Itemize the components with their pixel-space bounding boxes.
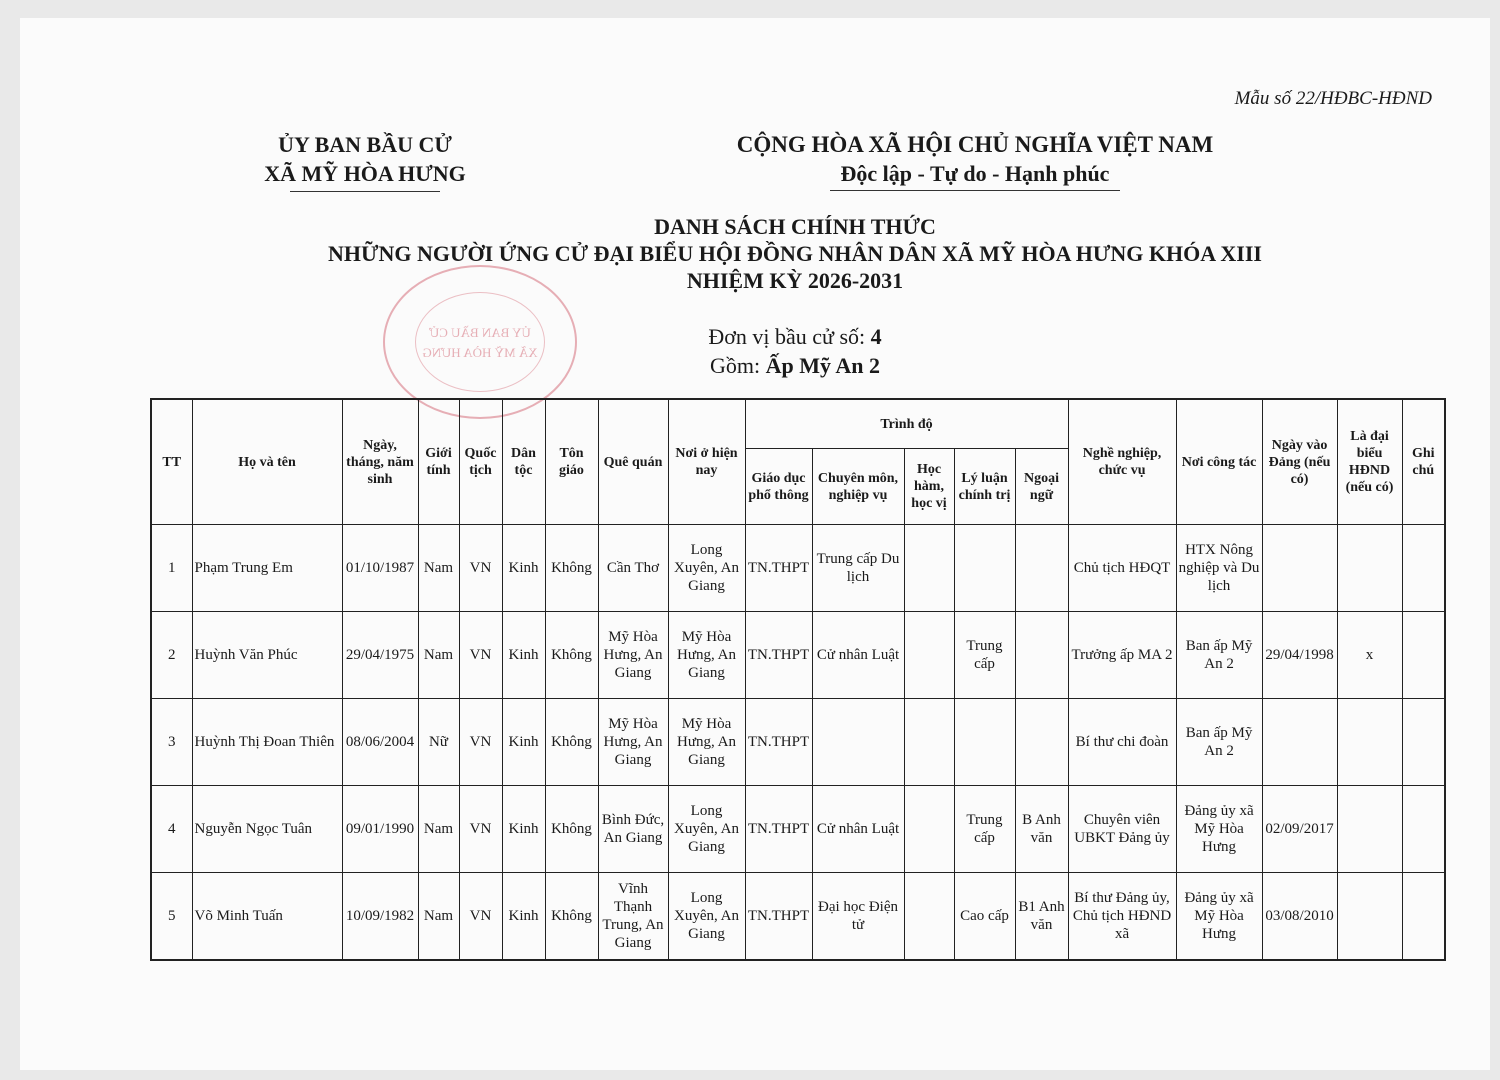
header-general-edu: Giáo dục phổ thông [745, 449, 812, 525]
cell-general-edu: TN.THPT [745, 873, 812, 961]
includes-label: Gồm: [710, 353, 761, 378]
cell-workplace: Đảng ủy xã Mỹ Hòa Hưng [1176, 786, 1262, 873]
header-ethnicity: Dân tộc [502, 399, 545, 525]
cell-dob: 29/04/1975 [342, 612, 418, 699]
cell-hometown: Mỹ Hòa Hưng, An Giang [598, 612, 668, 699]
unit-label: Đơn vị bầu cử số: [708, 324, 866, 349]
cell-note [1402, 786, 1445, 873]
national-motto [705, 130, 1245, 191]
cell-party-date [1262, 699, 1337, 786]
candidate-rows [151, 525, 1445, 961]
cell-dob: 08/06/2004 [342, 699, 418, 786]
header-note: Ghi chú [1402, 399, 1445, 525]
document-title [200, 213, 1390, 294]
cell-general-edu: TN.THPT [745, 612, 812, 699]
cell-religion: Không [545, 786, 598, 873]
cell-specialty: Cử nhân Luật [812, 612, 904, 699]
cell-gender: Nam [418, 612, 459, 699]
cell-workplace: Ban ấp Mỹ An 2 [1176, 612, 1262, 699]
cell-dob: 01/10/1987 [342, 525, 418, 612]
cell-religion: Không [545, 612, 598, 699]
header-residence: Nơi ở hiện nay [668, 399, 745, 525]
cell-degree [904, 612, 954, 699]
cell-gender: Nữ [418, 699, 459, 786]
cell-specialty: Cử nhân Luật [812, 786, 904, 873]
cell-name: Phạm Trung Em [192, 525, 342, 612]
unit-number: 4 [870, 324, 882, 349]
cell-ethnicity: Kinh [502, 873, 545, 961]
country-name: CỘNG HÒA XÃ HỘI CHỦ NGHĨA VIỆT NAM [736, 132, 1214, 157]
table-row [151, 525, 1445, 612]
unit-includes-line [600, 351, 990, 380]
header-nationality: Quốc tịch [459, 399, 502, 525]
cell-party-date [1262, 525, 1337, 612]
header-occupation: Nghề nghiệp, chức vụ [1068, 399, 1176, 525]
cell-degree [904, 786, 954, 873]
authority-line1: ỦY BAN BẦU CỬ [278, 132, 452, 157]
header-dob: Ngày, tháng, năm sinh [342, 399, 418, 525]
cell-is-delegate [1337, 786, 1402, 873]
cell-note [1402, 525, 1445, 612]
cell-residence: Long Xuyên, An Giang [668, 873, 745, 961]
cell-workplace: Đảng ủy xã Mỹ Hòa Hưng [1176, 873, 1262, 961]
authority-line2: XÃ MỸ HÒA HƯNG [264, 161, 466, 186]
form-number: Mẫu số 22/HĐBC-HĐND [1234, 88, 1432, 109]
cell-gender: Nam [418, 786, 459, 873]
motto: Độc lập - Tự do - Hạnh phúc [840, 161, 1110, 186]
cell-hometown: Vĩnh Thạnh Trung, An Giang [598, 873, 668, 961]
table-row [151, 786, 1445, 873]
includes-value: Ấp Mỹ An 2 [765, 353, 880, 378]
header-workplace: Nơi công tác [1176, 399, 1262, 525]
header-hometown: Quê quán [598, 399, 668, 525]
cell-ethnicity: Kinh [502, 786, 545, 873]
cell-occupation: Chuyên viên UBKT Đảng ủy [1068, 786, 1176, 873]
stamp-text-1: ỦY BAN BẦU CỬ [429, 325, 531, 340]
cell-language [1015, 612, 1068, 699]
header-name: Họ và tên [192, 399, 342, 525]
cell-tt: 3 [151, 699, 192, 786]
cell-dob: 09/01/1990 [342, 786, 418, 873]
cell-degree [904, 699, 954, 786]
cell-political: Cao cấp [954, 873, 1015, 961]
cell-specialty: Đại học Điện tử [812, 873, 904, 961]
header-tt: TT [151, 399, 192, 525]
cell-workplace: Ban ấp Mỹ An 2 [1176, 699, 1262, 786]
table-row [151, 612, 1445, 699]
cell-political: Trung cấp [954, 612, 1015, 699]
cell-gender: Nam [418, 873, 459, 961]
header-specialty: Chuyên môn, nghiệp vụ [812, 449, 904, 525]
cell-political [954, 525, 1015, 612]
unit-number-line [600, 322, 990, 351]
cell-political [954, 699, 1015, 786]
cell-occupation: Bí thư chi đoàn [1068, 699, 1176, 786]
header-education: Trình độ [745, 399, 1068, 449]
cell-ethnicity: Kinh [502, 699, 545, 786]
cell-is-delegate: x [1337, 612, 1402, 699]
cell-residence: Long Xuyên, An Giang [668, 525, 745, 612]
cell-occupation: Chủ tịch HĐQT [1068, 525, 1176, 612]
cell-note [1402, 699, 1445, 786]
cell-is-delegate [1337, 525, 1402, 612]
stamp-text-2: XÃ MỸ HÒA HƯNG [422, 345, 538, 360]
cell-tt: 2 [151, 612, 192, 699]
header-degree: Học hàm, học vị [904, 449, 954, 525]
cell-name: Võ Minh Tuấn [192, 873, 342, 961]
candidate-table [150, 398, 1446, 961]
cell-specialty: Trung cấp Du lịch [812, 525, 904, 612]
cell-is-delegate [1337, 873, 1402, 961]
cell-residence: Long Xuyên, An Giang [668, 786, 745, 873]
cell-nationality: VN [459, 873, 502, 961]
cell-hometown: Cần Thơ [598, 525, 668, 612]
cell-ethnicity: Kinh [502, 525, 545, 612]
cell-religion: Không [545, 525, 598, 612]
cell-language [1015, 699, 1068, 786]
stamp-inner-ring [415, 292, 545, 392]
title-line1: DANH SÁCH CHÍNH THỨC [654, 214, 936, 239]
cell-dob: 10/09/1982 [342, 873, 418, 961]
cell-note [1402, 612, 1445, 699]
header-language: Ngoại ngữ [1015, 449, 1068, 525]
table-row [151, 873, 1445, 961]
cell-nationality: VN [459, 786, 502, 873]
header-party-date: Ngày vào Đảng (nếu có) [1262, 399, 1337, 525]
cell-political: Trung cấp [954, 786, 1015, 873]
cell-note [1402, 873, 1445, 961]
cell-party-date: 29/04/1998 [1262, 612, 1337, 699]
cell-language: B1 Anh văn [1015, 873, 1068, 961]
header-religion: Tôn giáo [545, 399, 598, 525]
header-political: Lý luận chính trị [954, 449, 1015, 525]
cell-religion: Không [545, 873, 598, 961]
cell-tt: 1 [151, 525, 192, 612]
table-row [151, 699, 1445, 786]
cell-language [1015, 525, 1068, 612]
cell-name: Huỳnh Văn Phúc [192, 612, 342, 699]
cell-hometown: Bình Đức, An Giang [598, 786, 668, 873]
cell-occupation: Trưởng ấp MA 2 [1068, 612, 1176, 699]
cell-gender: Nam [418, 525, 459, 612]
cell-name: Huỳnh Thị Đoan Thiên [192, 699, 342, 786]
motto-underline [830, 190, 1120, 191]
cell-is-delegate [1337, 699, 1402, 786]
cell-nationality: VN [459, 525, 502, 612]
cell-nationality: VN [459, 699, 502, 786]
cell-general-edu: TN.THPT [745, 786, 812, 873]
cell-degree [904, 525, 954, 612]
electoral-unit [600, 322, 990, 380]
cell-general-edu: TN.THPT [745, 525, 812, 612]
title-line2: NHỮNG NGƯỜI ỨNG CỬ ĐẠI BIỂU HỘI ĐỒNG NHÂN DÂN XÃ MỸ HÒA HƯNG KHÓA XIII [328, 241, 1262, 266]
cell-general-edu: TN.THPT [745, 699, 812, 786]
title-line3: NHIỆM KỲ 2026-2031 [686, 268, 904, 293]
cell-religion: Không [545, 699, 598, 786]
authority-underline [290, 191, 440, 192]
cell-residence: Mỹ Hòa Hưng, An Giang [668, 699, 745, 786]
header-is-delegate: Là đại biểu HĐND (nếu có) [1337, 399, 1402, 525]
cell-specialty [812, 699, 904, 786]
cell-degree [904, 873, 954, 961]
cell-name: Nguyễn Ngọc Tuân [192, 786, 342, 873]
cell-workplace: HTX Nông nghiệp và Du lịch [1176, 525, 1262, 612]
cell-nationality: VN [459, 612, 502, 699]
cell-tt: 4 [151, 786, 192, 873]
cell-ethnicity: Kinh [502, 612, 545, 699]
cell-party-date: 02/09/2017 [1262, 786, 1337, 873]
issuing-authority [230, 130, 500, 192]
cell-occupation: Bí thư Đảng ủy, Chủ tịch HĐND xã [1068, 873, 1176, 961]
cell-language: B Anh văn [1015, 786, 1068, 873]
cell-residence: Mỹ Hòa Hưng, An Giang [668, 612, 745, 699]
cell-tt: 5 [151, 873, 192, 961]
cell-hometown: Mỹ Hòa Hưng, An Giang [598, 699, 668, 786]
cell-party-date: 03/08/2010 [1262, 873, 1337, 961]
header-gender: Giới tính [418, 399, 459, 525]
